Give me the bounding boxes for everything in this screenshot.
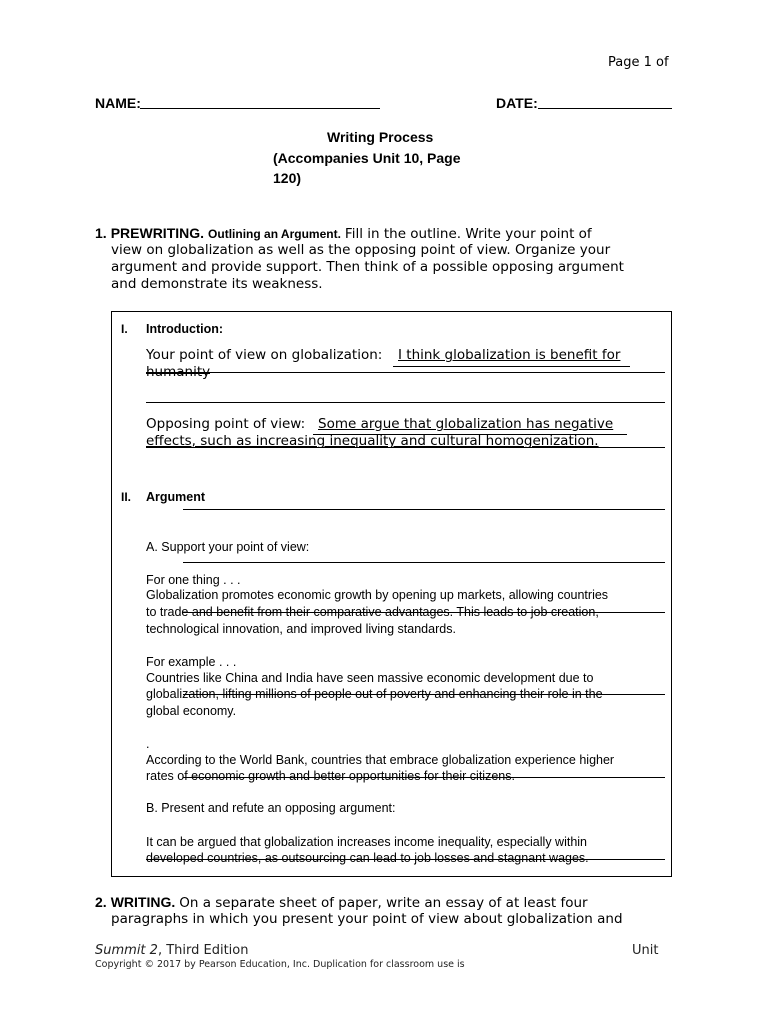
title-line-3: 120) (273, 170, 302, 186)
refute-strike (146, 859, 665, 860)
section-1-heading: PREWRITING. (110, 225, 205, 241)
for-example-label: For example . . . (146, 655, 237, 669)
for-one-thing-text: to trade and benefit from their comparative advantages. This leads to job creation, (146, 605, 599, 619)
pov-answer-text: humanity (146, 364, 211, 380)
refute-label: B. Present and refute an opposing argument: (146, 801, 396, 815)
page-number: Page 1 of (608, 55, 669, 70)
strike-line (146, 373, 210, 374)
opposing-answer-line-1[interactable]: Some argue that globalization has negative (318, 416, 614, 432)
section-1-first-line (95, 225, 592, 243)
refute-line[interactable]: It can be argued that globalization increases income inequality, especially within (146, 835, 587, 849)
footer-copyright: Copyright © 2017 by Pearson Education, Inc. Duplication for classroom use is (95, 959, 465, 970)
for-one-thing-line[interactable]: Globalization promotes economic growth by opening up markets, allowing countries (146, 588, 609, 602)
arg-numeral: II. (121, 490, 132, 504)
for-example-line[interactable]: global economy. (146, 704, 237, 718)
for-example-strike (183, 694, 665, 695)
section-1-instructions: Fill in the outline. Write your point of (344, 226, 592, 242)
section-2-first-line (95, 894, 588, 912)
refute-line[interactable]: developed countries, as outsourcing can lead to job losses and stagnant wages. (146, 851, 589, 865)
section-1-subheading: Outlining an Argument. (208, 227, 341, 241)
footer-edition: , Third Edition (157, 943, 249, 958)
dot: . (146, 737, 150, 751)
support-label: A. Support your point of view: (146, 540, 310, 554)
name-line (140, 108, 380, 109)
for-example-line[interactable]: globalization, lifting millions of people out of poverty and enhancing their role in the (146, 687, 603, 701)
opposing-line (146, 447, 665, 448)
pov-line (393, 366, 630, 367)
intro-numeral: I. (121, 322, 128, 336)
section-1-instructions-line: view on globalization as well as the opposing point of view. Organize your (111, 242, 611, 258)
footer-unit: Unit (632, 943, 659, 958)
title-line-2: (Accompanies Unit 10, Page (273, 150, 461, 166)
section-2-number: 2. (95, 894, 107, 910)
title-line-1: Writing Process (327, 129, 434, 145)
pov-label: Your point of view on globalization: (146, 347, 383, 363)
for-example-line[interactable]: Countries like China and India have seen massive economic development due to (146, 671, 594, 685)
for-one-thing-label: For one thing . . . (146, 573, 241, 587)
for-one-thing-line[interactable]: technological innovation, and improved living standards. (146, 622, 456, 636)
section-2-heading: WRITING. (110, 894, 176, 910)
section-1-instructions-line: argument and provide support. Then think of a possible opposing argument (111, 259, 624, 275)
pov-line (146, 372, 665, 373)
section-2-text-line: paragraphs in which you present your point of view about globalization and (111, 911, 623, 927)
date-label: DATE: (496, 95, 538, 111)
date-line (538, 108, 672, 109)
section-1-number: 1. (95, 225, 107, 241)
pov-line (146, 402, 665, 403)
opposing-answer-line-2[interactable]: effects, such as increasing inequality and cultural homogenization. (146, 433, 599, 449)
section-2-text: On a separate sheet of paper, write an essay of at least four (179, 895, 588, 911)
opposing-label: Opposing point of view: (146, 416, 306, 432)
arg-line (183, 509, 665, 510)
intro-heading: Introduction: (146, 322, 224, 336)
world-bank-line[interactable]: According to the World Bank, countries that embrace globalization experience higher (146, 753, 615, 767)
footer-book (95, 943, 248, 958)
pov-answer-line-1[interactable]: I think globalization is benefit for (398, 347, 621, 363)
arg-heading: Argument (146, 490, 206, 504)
section-1-instructions-line: and demonstrate its weakness. (111, 276, 323, 292)
world-bank-line[interactable]: rates of economic growth and better opportunities for their citizens. (146, 769, 515, 783)
footer-book-title: Summit 2 (95, 943, 158, 958)
world-bank-strike (183, 777, 665, 778)
name-label: NAME: (95, 95, 141, 111)
for-one-thing-strike (183, 612, 665, 613)
support-line (183, 562, 665, 563)
